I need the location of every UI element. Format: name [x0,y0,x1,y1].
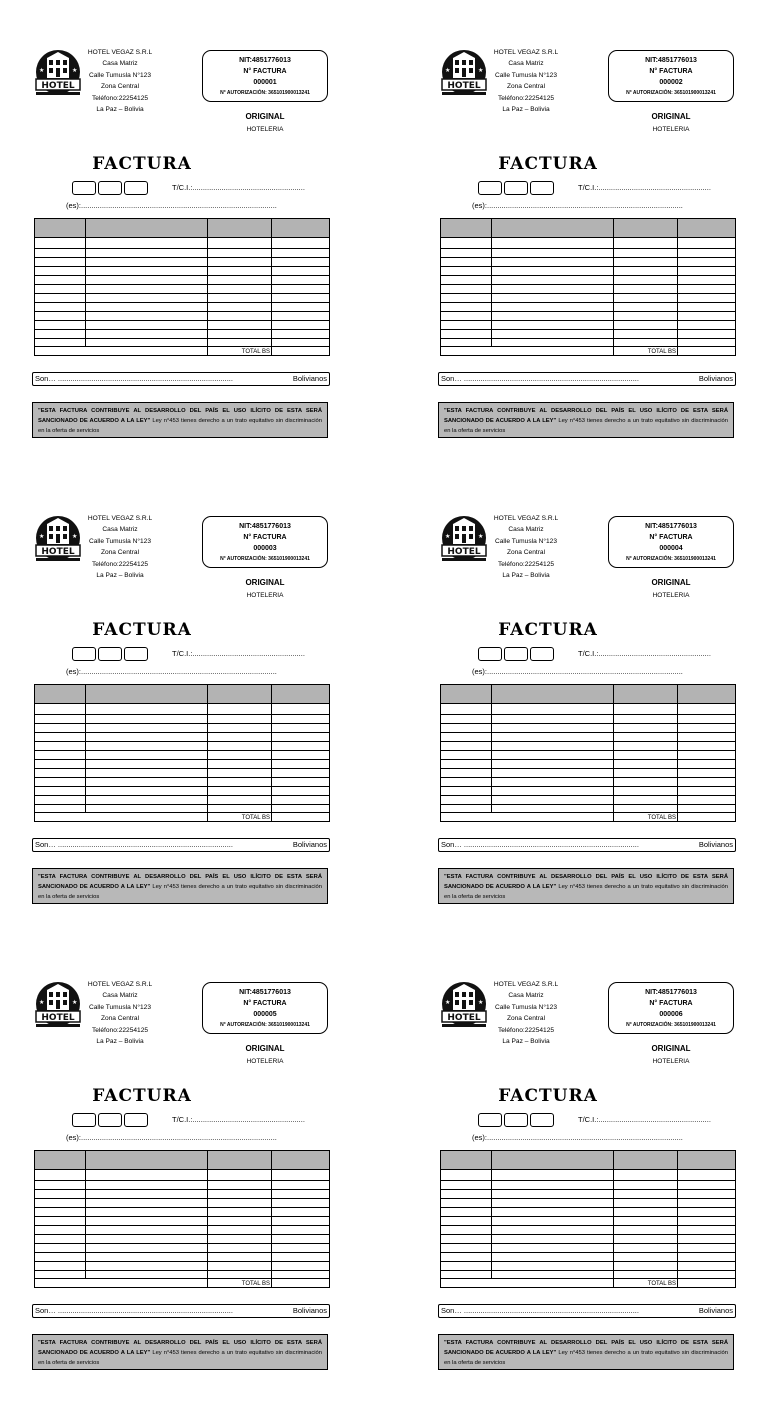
table-row [35,346,329,347]
company-street: Calle Tumusla N°123 [88,537,151,545]
table-row [35,723,329,724]
authorization-number: N° AUTORIZACIÓN: 365101900013241 [220,90,310,96]
company-city: La Paz – Bolivia [502,106,550,114]
invoice-number: 000001 [253,79,277,86]
table-row [441,1216,735,1217]
category-label: HOTELERIA [246,126,284,133]
total-label: TOTAL BS [241,1281,270,1287]
invoice-title: FACTURA [498,154,598,174]
tci-field[interactable]: T/C.I.:...................................................... [172,649,305,658]
company-phone: Teléfono:22254125 [91,94,149,102]
table-column-divider [491,685,492,812]
hotel-logo-icon [30,514,86,566]
category-label: HOTELERIA [652,1058,690,1065]
nit-box [202,516,328,568]
invoice-number: 000003 [253,545,277,552]
company-phone: Teléfono:22254125 [497,1026,555,1034]
legal-notice [438,1334,734,1370]
logo-text: HOTEL [41,1013,75,1023]
table-row [35,1270,329,1271]
table-row [35,293,329,294]
table-row [441,777,735,778]
table-row [441,1225,735,1226]
company-city: La Paz – Bolivia [96,106,144,114]
factura-label: N° FACTURA [243,68,287,75]
invoice-number: 000006 [659,1011,683,1018]
items-table [34,218,330,356]
table-row [441,257,735,258]
table-row [441,732,735,733]
factura-label: N° FACTURA [243,1000,287,1007]
tci-field[interactable]: T/C.I.:...................................................... [578,649,711,658]
invoice-title: FACTURA [498,1086,598,1106]
table-row [441,1207,735,1208]
hotel-logo-icon [436,514,492,566]
table-row [441,275,735,276]
logo-text: HOTEL [447,1013,481,1023]
hotel-logo-icon [30,980,86,1032]
original-label: ORIGINAL [245,578,285,587]
legal-notice-text: Ley n°453 tienes derecho a un trato equitativo sin discriminación en la oferta de servicios [38,884,322,900]
company-zone: Zona Central [506,549,546,557]
svg-text:★: ★ [478,533,484,540]
table-row [441,1189,735,1190]
nit-box [608,50,734,102]
svg-text:★: ★ [478,67,484,74]
bolivianos-label: Bolivianos [698,374,733,383]
table-row [441,346,735,347]
company-address [84,47,156,115]
date-box-month[interactable] [504,647,528,661]
table-row [35,1189,329,1190]
table-row [35,338,329,339]
svg-text:★: ★ [478,999,484,1006]
nit-box [608,516,734,568]
table-column-divider [85,685,86,812]
date-box-month[interactable] [504,1113,528,1127]
table-row [441,786,735,787]
items-table-header [35,1151,329,1170]
company-branch: Casa Matriz [102,526,138,534]
total-label: TOTAL BS [647,349,676,355]
table-row [441,804,735,805]
company-branch: Casa Matriz [508,992,544,1000]
invoice-card [32,982,332,1402]
table-row [35,1278,329,1279]
customer-name-field[interactable]: (es):.............................................................................................. [66,201,277,210]
legal-notice [32,402,328,438]
tci-field[interactable]: T/C.I.:...................................................... [578,183,711,192]
date-box-year[interactable] [124,647,148,661]
company-address [84,513,156,581]
legal-notice-bold: "ESTA FACTURA CONTRIBUYE AL DESARROLLO DEL PAÍS EL USO ILÍCITO DE ESTA SERÁ SANCIONADO DE ACUERDO A LA LEY" [444,408,728,424]
table-row [441,1234,735,1235]
invoice-number: 000004 [659,545,683,552]
table-row [441,1261,735,1262]
company-street: Calle Tumusla N°123 [494,1003,557,1011]
nit-box [608,982,734,1034]
nit-number: NIT:4851776013 [645,523,697,530]
table-row [35,1198,329,1199]
customer-name-field[interactable]: (es):.............................................................................................. [472,1133,683,1142]
company-zone: Zona Central [100,1015,140,1023]
svg-text:★: ★ [39,533,45,540]
authorization-number: N° AUTORIZACIÓN: 365101900013241 [220,1022,310,1028]
date-box-day[interactable] [478,647,502,661]
table-column-divider [207,685,208,822]
table-row [35,1207,329,1208]
amount-in-words-field[interactable] [438,838,736,852]
date-box-year[interactable] [124,181,148,195]
table-row [35,812,329,813]
son-label: Son… .................................................................................... [35,840,233,849]
items-table-header [441,1151,735,1170]
items-table [440,684,736,822]
items-table-header [35,685,329,704]
customer-name-field[interactable]: (es):.............................................................................................. [472,201,683,210]
bolivianos-label: Bolivianos [292,840,327,849]
company-street: Calle Tumusla N°123 [494,71,557,79]
authorization-number: N° AUTORIZACIÓN: 365101900013241 [220,556,310,562]
legal-notice-bold: "ESTA FACTURA CONTRIBUYE AL DESARROLLO DEL PAÍS EL USO ILÍCITO DE ESTA SERÁ SANCIONADO DE ACUERDO A LA LEY" [38,408,322,424]
items-table [440,1150,736,1288]
tci-field[interactable]: T/C.I.:...................................................... [578,1115,711,1124]
company-branch: Casa Matriz [508,60,544,68]
nit-number: NIT:4851776013 [239,989,291,996]
son-label: Son… .................................................................................... [441,374,639,383]
invoice-card [438,516,738,936]
date-box-month[interactable] [98,181,122,195]
legal-notice [438,402,734,438]
logo-text: HOTEL [41,81,75,91]
factura-label: N° FACTURA [649,1000,693,1007]
company-street: Calle Tumusla N°123 [88,71,151,79]
company-zone: Zona Central [100,83,140,91]
company-street: Calle Tumusla N°123 [494,537,557,545]
legal-notice-text: Ley n°453 tienes derecho a un trato equitativo sin discriminación en la oferta de servicios [444,418,728,434]
legal-notice-bold: "ESTA FACTURA CONTRIBUYE AL DESARROLLO DEL PAÍS EL USO ILÍCITO DE ESTA SERÁ SANCIONADO DE ACUERDO A LA LEY" [38,874,322,890]
legal-notice-text: Ley n°453 tienes derecho a un trato equitativo sin discriminación en la oferta de servicios [38,418,322,434]
company-name: HOTEL VEGAZ S.R.L [493,49,559,56]
table-column-divider [207,219,208,356]
company-phone: Teléfono:22254125 [497,560,555,568]
table-row [35,786,329,787]
legal-notice [32,1334,328,1370]
company-phone: Teléfono:22254125 [91,560,149,568]
original-label: ORIGINAL [245,1044,285,1053]
company-branch: Casa Matriz [102,60,138,68]
table-column-divider [85,219,86,346]
table-row [441,723,735,724]
invoice-card [32,516,332,936]
table-row [441,1278,735,1279]
table-row [35,732,329,733]
company-city: La Paz – Bolivia [502,1038,550,1046]
table-row [35,257,329,258]
table-row [35,1243,329,1244]
table-row [441,329,735,330]
factura-label: N° FACTURA [649,534,693,541]
items-table-header [35,219,329,238]
table-row [35,266,329,267]
invoice-title: FACTURA [92,1086,192,1106]
table-row [441,759,735,760]
table-row [441,338,735,339]
table-row [441,1198,735,1199]
invoice-title: FACTURA [92,620,192,640]
nit-box [202,50,328,102]
table-row [35,741,329,742]
legal-notice-bold: "ESTA FACTURA CONTRIBUYE AL DESARROLLO DEL PAÍS EL USO ILÍCITO DE ESTA SERÁ SANCIONADO DE ACUERDO A LA LEY" [38,1340,322,1356]
son-label: Son… .................................................................................... [35,1306,233,1315]
son-label: Son… .................................................................................... [441,1306,639,1315]
svg-text:★: ★ [445,999,451,1006]
table-row [35,795,329,796]
factura-label: N° FACTURA [243,534,287,541]
amount-in-words-field[interactable] [438,372,736,386]
date-box-day[interactable] [478,1113,502,1127]
bolivianos-label: Bolivianos [292,374,327,383]
nit-box [202,982,328,1034]
customer-name-field[interactable]: (es):.............................................................................................. [66,667,277,676]
hotel-logo-icon [436,980,492,1032]
table-row [35,302,329,303]
table-column-divider [491,219,492,346]
table-row [441,1180,735,1181]
total-label: TOTAL BS [241,349,270,355]
company-phone: Teléfono:22254125 [91,1026,149,1034]
items-table [34,1150,330,1288]
table-row [35,311,329,312]
invoice-number: 000005 [253,1011,277,1018]
company-name: HOTEL VEGAZ S.R.L [493,515,559,522]
company-name: HOTEL VEGAZ S.R.L [87,515,153,522]
bolivianos-label: Bolivianos [292,1306,327,1315]
bolivianos-label: Bolivianos [698,840,733,849]
original-label: ORIGINAL [245,112,285,121]
company-zone: Zona Central [506,83,546,91]
company-address [84,979,156,1047]
table-row [441,1270,735,1271]
table-column-divider [271,1151,272,1288]
table-row [35,1261,329,1262]
nit-number: NIT:4851776013 [239,523,291,530]
authorization-number: N° AUTORIZACIÓN: 365101900013241 [626,1022,716,1028]
company-name: HOTEL VEGAZ S.R.L [87,981,153,988]
table-row [441,812,735,813]
table-column-divider [271,685,272,822]
table-row [441,293,735,294]
table-column-divider [677,219,678,356]
factura-label: N° FACTURA [649,68,693,75]
svg-text:★: ★ [445,533,451,540]
table-row [35,714,329,715]
invoice-card [438,982,738,1402]
table-column-divider [271,219,272,356]
table-row [441,284,735,285]
table-row [35,777,329,778]
table-row [35,284,329,285]
date-box-day[interactable] [72,181,96,195]
company-branch: Casa Matriz [508,526,544,534]
logo-text: HOTEL [447,81,481,91]
table-column-divider [613,1151,614,1288]
nit-number: NIT:4851776013 [645,57,697,64]
svg-text:★: ★ [72,533,78,540]
category-label: HOTELERIA [652,126,690,133]
total-label: TOTAL BS [647,1281,676,1287]
legal-notice-bold: "ESTA FACTURA CONTRIBUYE AL DESARROLLO DEL PAÍS EL USO ILÍCITO DE ESTA SERÁ SANCIONADO DE ACUERDO A LA LEY" [444,874,728,890]
table-column-divider [677,1151,678,1288]
amount-in-words-field[interactable] [32,372,330,386]
legal-notice-text: Ley n°453 tienes derecho a un trato equitativo sin discriminación en la oferta de servicios [444,884,728,900]
table-row [35,750,329,751]
svg-text:★: ★ [72,999,78,1006]
table-row [441,320,735,321]
items-table [34,684,330,822]
hotel-logo-icon [436,48,492,100]
table-row [441,248,735,249]
invoice-number: 000002 [659,79,683,86]
invoice-title: FACTURA [498,620,598,640]
tci-field[interactable]: T/C.I.:...................................................... [172,183,305,192]
hotel-logo-icon [30,48,86,100]
svg-text:★: ★ [72,67,78,74]
company-zone: Zona Central [100,549,140,557]
company-name: HOTEL VEGAZ S.R.L [493,981,559,988]
amount-in-words-field[interactable] [32,1304,330,1318]
legal-notice-bold: "ESTA FACTURA CONTRIBUYE AL DESARROLLO DEL PAÍS EL USO ILÍCITO DE ESTA SERÁ SANCIONADO DE ACUERDO A LA LEY" [444,1340,728,1356]
legal-notice [32,868,328,904]
table-row [441,266,735,267]
bolivianos-label: Bolivianos [698,1306,733,1315]
authorization-number: N° AUTORIZACIÓN: 365101900013241 [626,90,716,96]
items-table [440,218,736,356]
total-label: TOTAL BS [647,815,676,821]
company-address [490,979,562,1047]
company-address [490,513,562,581]
date-box-day[interactable] [478,181,502,195]
svg-text:★: ★ [445,67,451,74]
company-name: HOTEL VEGAZ S.R.L [87,49,153,56]
legal-notice-text: Ley n°453 tienes derecho a un trato equitativo sin discriminación en la oferta de servicios [38,1350,322,1366]
table-column-divider [613,219,614,356]
items-table-header [441,685,735,704]
table-row [35,1225,329,1226]
table-row [35,759,329,760]
date-box-year[interactable] [124,1113,148,1127]
svg-text:★: ★ [39,67,45,74]
table-column-divider [207,1151,208,1288]
table-row [35,320,329,321]
original-label: ORIGINAL [651,578,691,587]
table-row [441,750,735,751]
date-box-year[interactable] [530,181,554,195]
date-box-year[interactable] [530,1113,554,1127]
company-branch: Casa Matriz [102,992,138,1000]
table-row [441,1252,735,1253]
category-label: HOTELERIA [246,592,284,599]
legal-notice [438,868,734,904]
date-box-month[interactable] [504,181,528,195]
date-box-year[interactable] [530,647,554,661]
table-row [441,302,735,303]
table-row [441,741,735,742]
company-address [490,47,562,115]
invoice-title: FACTURA [92,154,192,174]
amount-in-words-field[interactable] [438,1304,736,1318]
date-box-day[interactable] [72,1113,96,1127]
table-row [35,768,329,769]
logo-text: HOTEL [447,547,481,557]
svg-text:★: ★ [39,999,45,1006]
table-column-divider [491,1151,492,1278]
table-row [35,1180,329,1181]
table-column-divider [85,1151,86,1278]
table-column-divider [677,685,678,822]
table-row [441,311,735,312]
company-city: La Paz – Bolivia [502,572,550,580]
tci-field[interactable]: T/C.I.:...................................................... [172,1115,305,1124]
table-row [441,1243,735,1244]
company-phone: Teléfono:22254125 [497,94,555,102]
table-row [35,329,329,330]
category-label: HOTELERIA [652,592,690,599]
category-label: HOTELERIA [246,1058,284,1065]
table-column-divider [613,685,614,822]
date-box-month[interactable] [98,647,122,661]
logo-text: HOTEL [41,547,75,557]
table-row [441,768,735,769]
company-city: La Paz – Bolivia [96,1038,144,1046]
table-row [35,1216,329,1217]
table-row [35,1252,329,1253]
son-label: Son… .................................................................................... [35,374,233,383]
total-label: TOTAL BS [241,815,270,821]
company-zone: Zona Central [506,1015,546,1023]
company-street: Calle Tumusla N°123 [88,1003,151,1011]
table-row [441,714,735,715]
original-label: ORIGINAL [651,112,691,121]
table-row [35,1234,329,1235]
authorization-number: N° AUTORIZACIÓN: 365101900013241 [626,556,716,562]
invoice-card [438,50,738,470]
invoice-card [32,50,332,470]
legal-notice-text: Ley n°453 tienes derecho a un trato equitativo sin discriminación en la oferta de servicios [444,1350,728,1366]
son-label: Son… .................................................................................... [441,840,639,849]
amount-in-words-field[interactable] [32,838,330,852]
table-row [441,795,735,796]
table-row [35,275,329,276]
nit-number: NIT:4851776013 [239,57,291,64]
items-table-header [441,219,735,238]
table-row [35,804,329,805]
nit-number: NIT:4851776013 [645,989,697,996]
customer-name-field[interactable]: (es):.............................................................................................. [66,1133,277,1142]
table-row [35,248,329,249]
company-city: La Paz – Bolivia [96,572,144,580]
customer-name-field[interactable]: (es):.............................................................................................. [472,667,683,676]
original-label: ORIGINAL [651,1044,691,1053]
date-box-month[interactable] [98,1113,122,1127]
date-box-day[interactable] [72,647,96,661]
